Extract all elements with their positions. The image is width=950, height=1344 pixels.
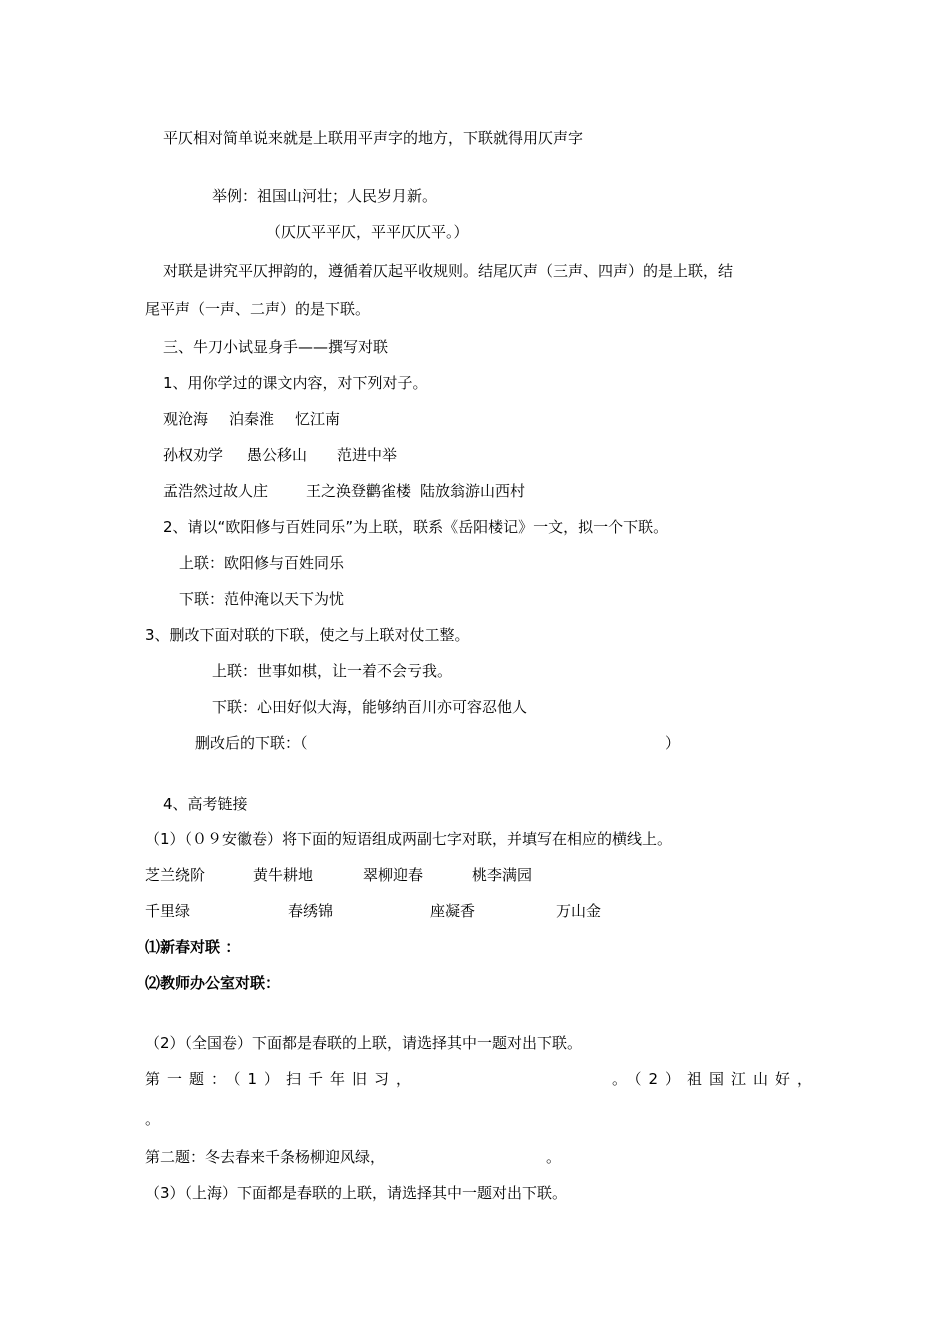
text-line: 尾平声（一声、二声）的是下联。 <box>145 300 371 318</box>
question-heading: 1、用你学过的课文内容，对下列对子。 <box>163 374 428 392</box>
phrase: 翠柳迎春 <box>363 866 424 884</box>
item: 王之涣登鹳雀楼 <box>306 482 412 500</box>
item: 范进中举 <box>337 446 398 464</box>
item: 观沧海 <box>163 410 209 428</box>
text-line: （3）（上海）下面都是春联的上联，请选择其中一题对出下联。 <box>145 1184 568 1202</box>
question-heading: 4、高考链接 <box>163 795 248 813</box>
question-heading: 2、请以“欧阳修与百姓同乐”为上联，联系《岳阳楼记》一文，拟一个下联。 <box>163 518 669 536</box>
item: 孙权劝学 <box>163 446 224 464</box>
text-line: （仄仄平平仄，平平仄仄平。） <box>266 223 469 241</box>
phrase: 春绣锦 <box>288 902 334 920</box>
text-line: 下联：范仲淹以天下为忧 <box>179 590 345 608</box>
text-line <box>145 901 601 921</box>
item: 愚公移山 <box>247 446 308 464</box>
question-part: 第二题：冬去春来千条杨柳迎风绿， <box>145 1148 386 1166</box>
text-line: 上联：欧阳修与百姓同乐 <box>179 554 345 572</box>
item: 陆放翁游山西村 <box>420 482 526 500</box>
text-line: 平仄相对简单说来就是上联用平声字的地方，下联就得用仄声字 <box>163 129 584 147</box>
phrase: 芝兰绕阶 <box>145 866 206 884</box>
phrase: 桃李满园 <box>472 866 533 884</box>
text-line <box>163 445 397 465</box>
item: 泊秦淮 <box>229 410 275 428</box>
answer-line <box>195 733 680 753</box>
question-part: 。 <box>546 1148 562 1166</box>
text-line <box>163 481 525 501</box>
text-line: 下联：心田好似大海，能够纳百川亦可容忍他人 <box>212 698 528 716</box>
phrase: 万山金 <box>556 902 602 920</box>
text-line <box>145 865 532 885</box>
text-line: 上联：世事如棋，让一着不会亏我。 <box>212 662 453 680</box>
phrase: 千里绿 <box>145 902 191 920</box>
text-line: （2）（全国卷）下面都是春联的上联，请选择其中一题对出下联。 <box>145 1034 583 1052</box>
item: 忆江南 <box>295 410 341 428</box>
text-line <box>145 1069 819 1089</box>
phrase: 座凝香 <box>430 902 476 920</box>
text-line: ⑵教师办公室对联： <box>145 974 281 992</box>
text-line: ⑴新春对联 ： <box>145 938 241 956</box>
text-line: （1）（０９安徽卷）将下面的短语组成两副七字对联，并填写在相应的横线上。 <box>145 830 673 848</box>
text-line: 举例：祖国山河壮；人民岁月新。 <box>212 187 438 205</box>
question-heading: 3、删改下面对联的下联，使之与上联对仗工整。 <box>145 626 470 644</box>
text-line <box>145 1147 561 1167</box>
text-line: 对联是讲究平仄押韵的，遵循着仄起平收规则。结尾仄声（三声、四声）的是上联，结 <box>163 262 734 280</box>
text-line <box>163 409 340 429</box>
text-line: 。 <box>145 1110 161 1128</box>
answer-close: ） <box>665 734 681 752</box>
question-part: 第一题：（1）扫千年旧习， <box>145 1070 419 1088</box>
item: 孟浩然过故人庄 <box>163 482 269 500</box>
section-heading: 三、牛刀小试显身手——撰写对联 <box>163 338 389 356</box>
phrase: 黄牛耕地 <box>253 866 314 884</box>
answer-label: 删改后的下联：（ <box>195 734 308 752</box>
question-part: 。（2）祖国江山好， <box>612 1070 820 1088</box>
